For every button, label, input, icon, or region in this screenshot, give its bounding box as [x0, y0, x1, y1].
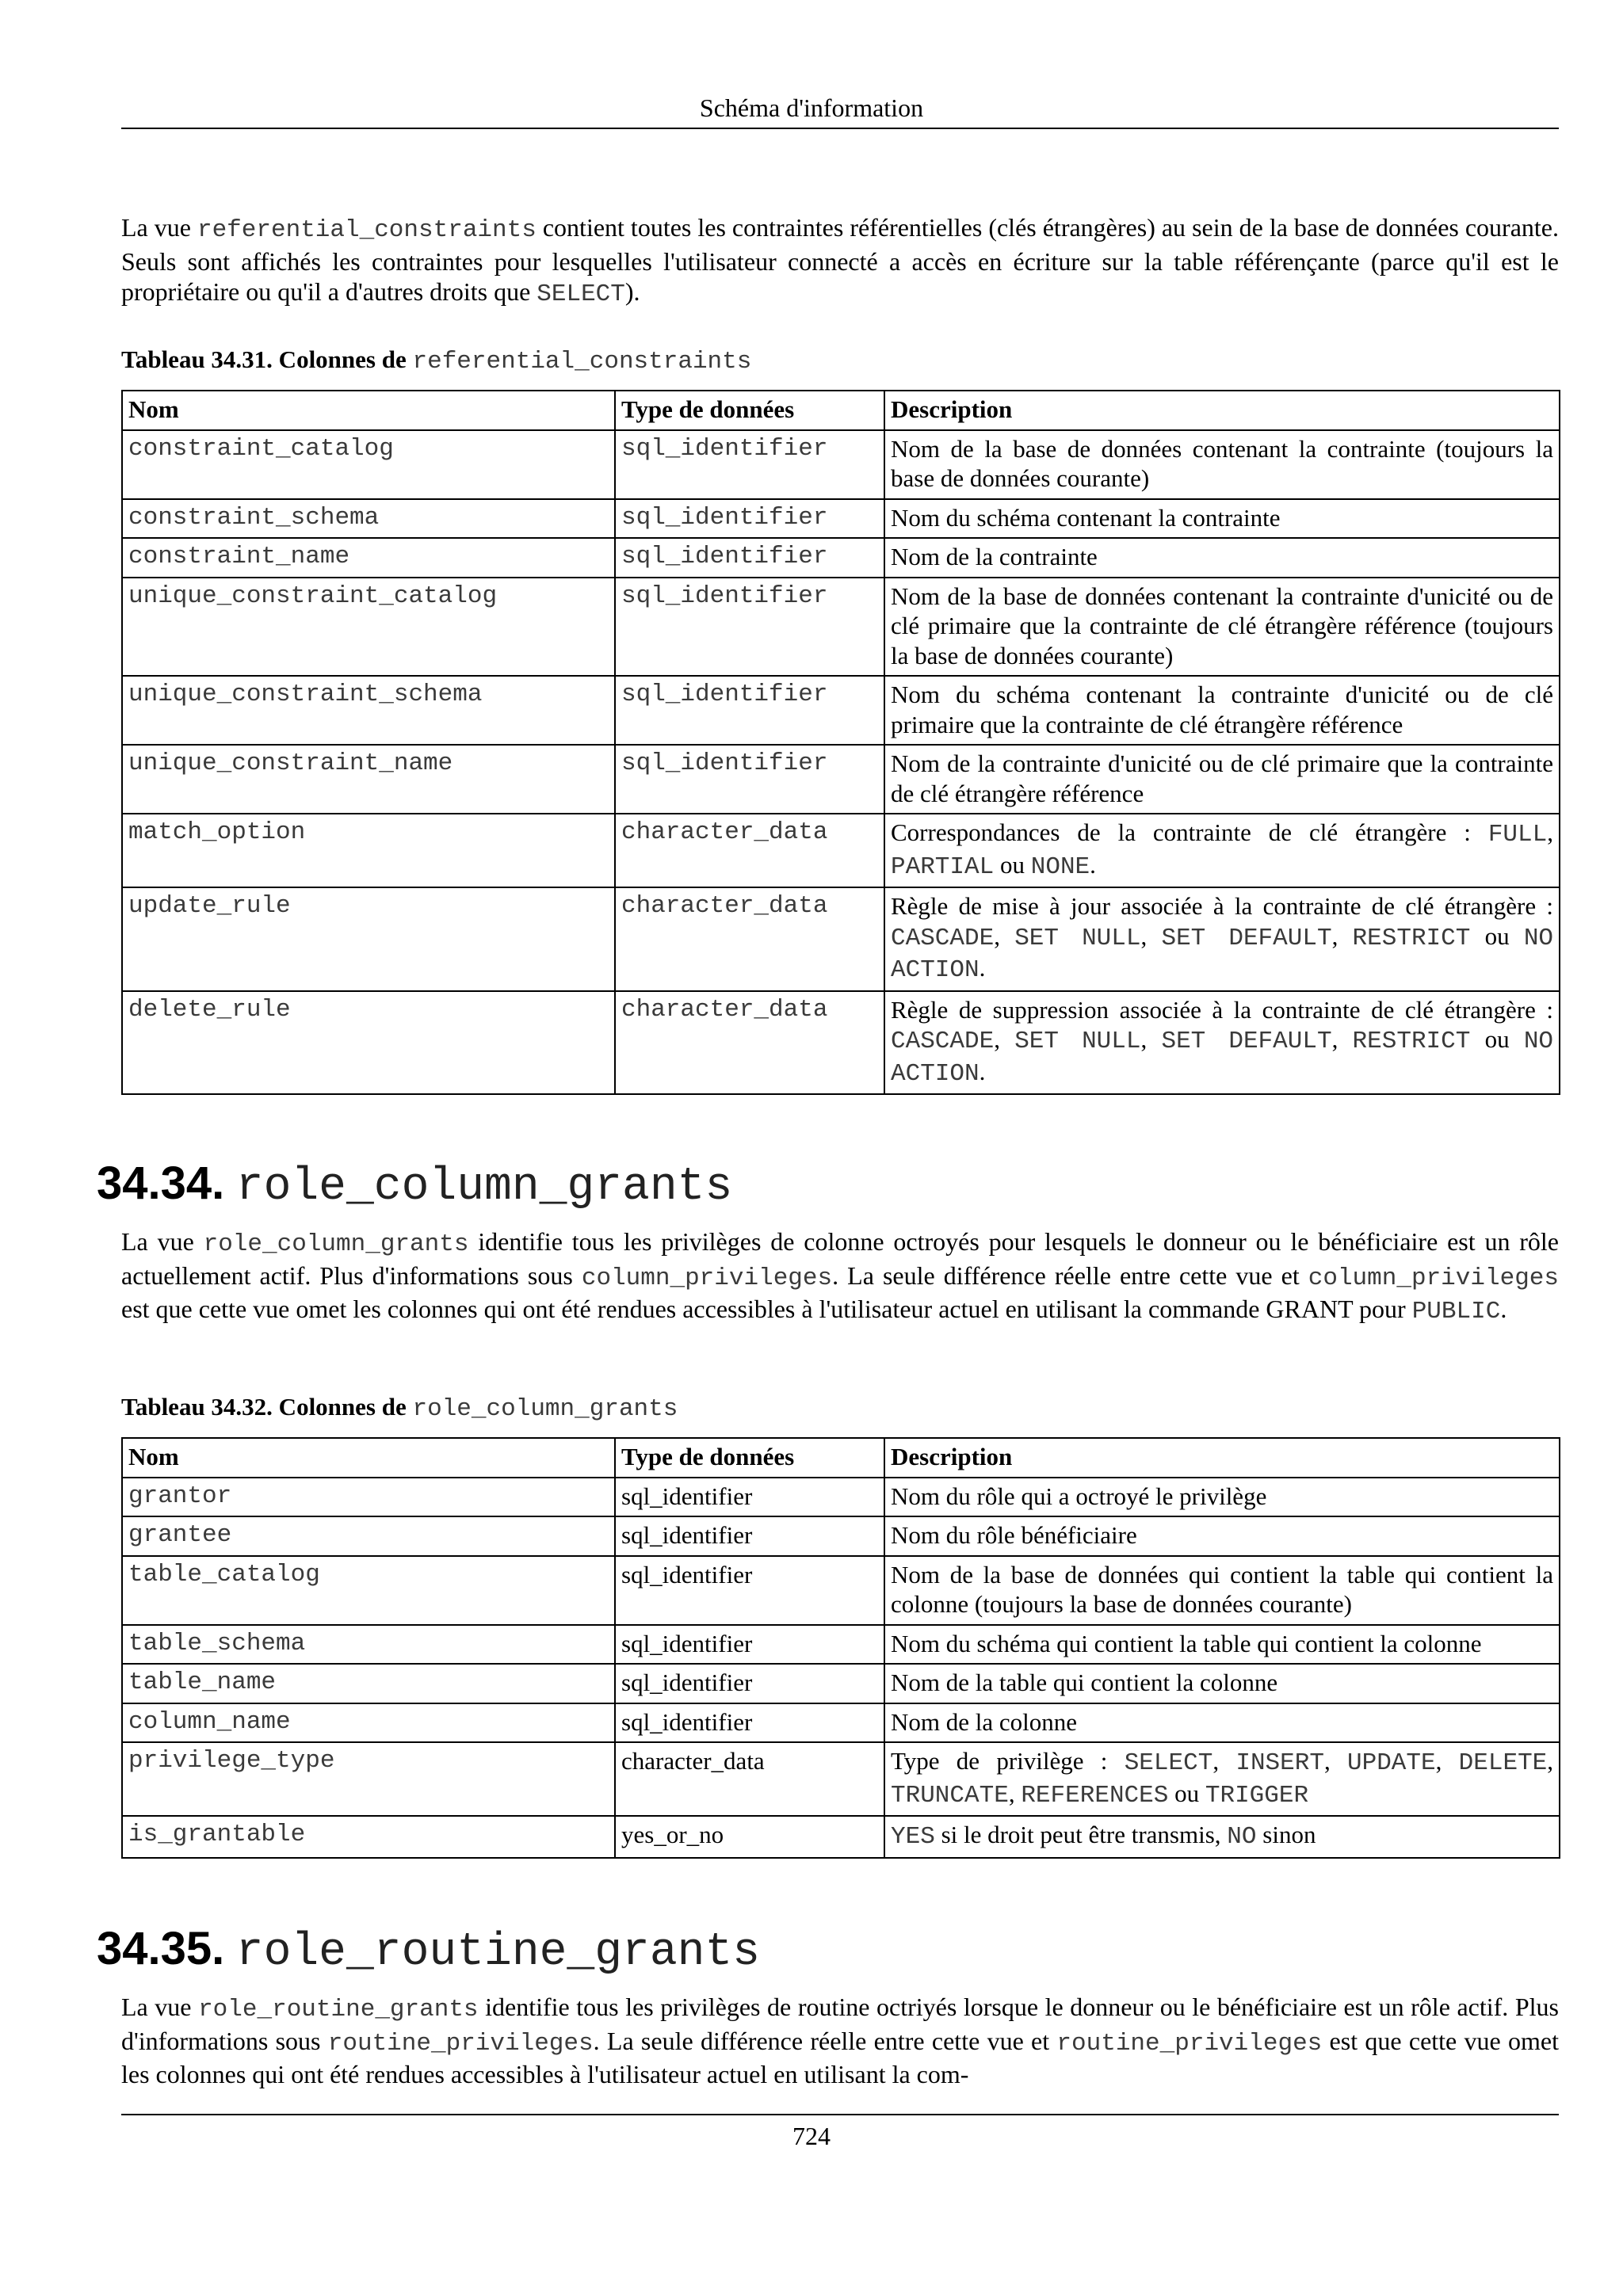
desc-text: ,: [1323, 1747, 1347, 1775]
section-heading-34-34: [97, 1157, 732, 1213]
table-referential-constraints: [121, 390, 1560, 1095]
table-row: [122, 1516, 1560, 1556]
section2-paragraph: [121, 1992, 1559, 2090]
column-description: Nom de la contrainte: [884, 538, 1560, 578]
column-type: sql_identifier: [615, 676, 884, 745]
section-heading-34-35: [97, 1922, 760, 1978]
table-row: [122, 1625, 1560, 1665]
para-code: column_privileges: [1308, 1264, 1560, 1292]
intro-code-view: referential_constraints: [197, 216, 537, 244]
column-description: Nom de la colonne: [884, 1703, 1560, 1743]
desc-text: ,: [1435, 1747, 1459, 1775]
table-role-column-grants: [121, 1437, 1560, 1859]
desc-code: SET DEFAULT: [1161, 924, 1332, 952]
table-row: [122, 499, 1560, 539]
para-text: . La seule différence réelle entre cette vue et: [593, 2026, 1057, 2055]
para-code: column_privileges: [581, 1264, 833, 1292]
column-name: match_option: [122, 814, 615, 887]
para-text: est que cette vue omet les colonnes qui ont été rendues accessibles à l'utilisateur actuel en utilisant la commande GRANT pour: [121, 1295, 1412, 1323]
column-description: Nom de la table qui contient la colonne: [884, 1664, 1560, 1703]
para-code: routine_privileges: [1056, 2029, 1323, 2058]
running-header: Schéma d'information: [699, 93, 924, 122]
para-text: est que cette vue omet les colonnes qui ont été rendues accessibles à l'utilisateur actuel en utilisant la com-: [121, 2026, 1560, 2088]
column-type: sql_identifier: [615, 538, 884, 578]
desc-text: ,: [1331, 1025, 1353, 1053]
column-type: character_data: [615, 887, 884, 991]
header-name: Nom: [122, 1438, 615, 1478]
desc-text: ou: [1168, 1779, 1205, 1807]
intro-paragraph: [121, 212, 1559, 311]
column-description: Nom de la base de données contenant la contrainte (toujours la base de données courante): [884, 430, 1560, 499]
header-type: Type de données: [615, 391, 884, 430]
page-number: 724: [792, 2122, 831, 2150]
column-name: delete_rule: [122, 991, 615, 1095]
section-number: 34.35.: [97, 1923, 225, 1974]
desc-code: SELECT: [1124, 1749, 1213, 1777]
column-type: yes_or_no: [615, 1816, 884, 1858]
table-row: [122, 1478, 1560, 1517]
header-type: Type de données: [615, 1438, 884, 1478]
table-row: [122, 538, 1560, 578]
column-description: Nom du schéma contenant la contrainte: [884, 499, 1560, 539]
column-name: is_grantable: [122, 1816, 615, 1858]
column-description: Nom de la base de données qui contient la table qui contient la colonne (toujours la base de données courante): [884, 1556, 1560, 1625]
intro-text: ).: [624, 277, 640, 306]
column-description: Nom du rôle qui a octroyé le privilège: [884, 1478, 1560, 1517]
table-row: [122, 578, 1560, 677]
desc-code: SET NULL: [1014, 1028, 1141, 1055]
desc-code: NONE: [1030, 852, 1090, 881]
column-type: sql_identifier: [615, 499, 884, 539]
column-type: character_data: [615, 991, 884, 1095]
desc-text: ,: [1547, 1747, 1554, 1775]
table-row: [122, 1703, 1560, 1743]
table-row: [122, 430, 1560, 499]
column-name: grantee: [122, 1516, 615, 1556]
table-row: [122, 745, 1560, 814]
column-description: [884, 887, 1560, 991]
header-name: Nom: [122, 391, 615, 430]
para-text: identifie tous les privilèges de routine octriyés lorsque le donneur ou le bénéficiaire est un rôle actif. Plus d'informations sous: [121, 1993, 1560, 2055]
desc-code: TRIGGER: [1205, 1781, 1309, 1810]
para-code: role_column_grants: [203, 1230, 469, 1258]
desc-text: ,: [1140, 1025, 1162, 1053]
section-number: 34.34.: [97, 1158, 225, 1209]
column-description: [884, 814, 1560, 887]
column-name: table_schema: [122, 1625, 615, 1665]
column-description: [884, 1816, 1560, 1858]
desc-text: sinon: [1256, 1821, 1316, 1848]
desc-code: YES: [891, 1823, 935, 1851]
column-name: table_catalog: [122, 1556, 615, 1625]
desc-text: ,: [1331, 921, 1353, 950]
desc-text: ,: [1212, 1747, 1236, 1775]
desc-code: SET NULL: [1014, 924, 1141, 952]
desc-code: CASCADE: [891, 924, 995, 952]
table-row: [122, 676, 1560, 745]
desc-code: NO ACTION: [891, 1028, 1554, 1088]
table-row: [122, 814, 1560, 887]
table2-caption-label: Tableau 34.32. Colonnes de: [121, 1393, 413, 1421]
table2-caption-code: role_column_grants: [412, 1395, 678, 1423]
desc-text: ou: [1470, 1025, 1524, 1053]
table-row: [122, 1556, 1560, 1625]
column-type: sql_identifier: [615, 1625, 884, 1665]
table-row: [122, 1742, 1560, 1816]
desc-text: ,: [1140, 921, 1162, 950]
intro-code-select: SELECT: [537, 280, 625, 308]
column-description: [884, 1742, 1560, 1816]
desc-text: ou: [994, 850, 1031, 879]
column-type: sql_identifier: [615, 1478, 884, 1517]
column-name: column_name: [122, 1703, 615, 1743]
header-description: Description: [884, 391, 1560, 430]
column-name: table_name: [122, 1664, 615, 1703]
desc-text: Règle de mise à jour associée à la contrainte de clé étrangère :: [891, 892, 1553, 920]
para-code: routine_privileges: [327, 2029, 594, 2058]
desc-code: NO ACTION: [891, 924, 1554, 984]
table1-caption-code: referential_constraints: [412, 348, 752, 376]
desc-text: .: [1090, 850, 1096, 879]
para-text: La vue: [121, 1227, 204, 1256]
table-header-row: [122, 1438, 1560, 1478]
desc-text: ,: [1008, 1779, 1022, 1807]
table1-caption-label: Tableau 34.31. Colonnes de: [121, 345, 413, 373]
desc-code: SET DEFAULT: [1161, 1028, 1332, 1055]
column-name: constraint_catalog: [122, 430, 615, 499]
desc-code: TRUNCATE: [891, 1781, 1009, 1810]
column-type: sql_identifier: [615, 578, 884, 677]
column-type: sql_identifier: [615, 745, 884, 814]
column-name: unique_constraint_schema: [122, 676, 615, 745]
table-row: [122, 887, 1560, 991]
desc-code: REFERENCES: [1021, 1781, 1169, 1810]
section-name: role_routine_grants: [235, 1927, 761, 1978]
desc-code: DELETE: [1458, 1749, 1548, 1777]
desc-code: FULL: [1487, 821, 1548, 849]
footer-rule: [121, 2114, 1559, 2115]
table2-caption: [121, 1393, 678, 1423]
header-rule: [121, 128, 1559, 129]
column-name: privilege_type: [122, 1742, 615, 1816]
table-row: [122, 1816, 1560, 1858]
desc-text: ou: [1470, 921, 1524, 950]
table-row: [122, 1664, 1560, 1703]
column-description: Nom du schéma contenant la contrainte d'unicité ou de clé primaire que la contrainte de clé étrangère référence: [884, 676, 1560, 745]
table1-caption: [121, 345, 751, 376]
desc-code: CASCADE: [891, 1028, 995, 1055]
desc-code: UPDATE: [1347, 1749, 1436, 1777]
desc-code: RESTRICT: [1352, 1028, 1471, 1055]
desc-text: Correspondances de la contrainte de clé étrangère :: [891, 818, 1488, 846]
column-type: sql_identifier: [615, 1664, 884, 1703]
column-description: Nom de la contrainte d'unicité ou de clé primaire que la contrainte de clé étrangère référence: [884, 745, 1560, 814]
desc-text: ,: [994, 921, 1015, 950]
para-code: role_routine_grants: [198, 1996, 479, 2023]
para-code: PUBLIC: [1411, 1298, 1501, 1325]
column-name: unique_constraint_catalog: [122, 578, 615, 677]
intro-text: La vue: [121, 213, 197, 242]
table-row: [122, 991, 1560, 1095]
column-description: [884, 991, 1560, 1095]
column-name: unique_constraint_name: [122, 745, 615, 814]
column-type: character_data: [615, 814, 884, 887]
intro-text: contient toutes les contraintes référentielles (clés étrangères) au sein de la base de données courante. Seuls sont affichés les contraintes pour lesquelles l'utilisateur connecté a accès en écriture sur la table référençante (parce qu'il est le propriétaire ou qu'il a d'autres droits que: [121, 213, 1560, 306]
column-type: sql_identifier: [615, 1703, 884, 1743]
para-text: La vue: [121, 1993, 199, 2021]
column-type: sql_identifier: [615, 1556, 884, 1625]
desc-text: ,: [1547, 818, 1553, 846]
section1-paragraph: [121, 1226, 1559, 1328]
desc-code: PARTIAL: [891, 852, 995, 881]
desc-text: .: [979, 954, 986, 982]
column-name: grantor: [122, 1478, 615, 1517]
desc-text: ,: [994, 1025, 1015, 1053]
header-description: Description: [884, 1438, 1560, 1478]
column-description: Nom du schéma qui contient la table qui contient la colonne: [884, 1625, 1560, 1665]
column-description: Nom du rôle bénéficiaire: [884, 1516, 1560, 1556]
desc-code: INSERT: [1235, 1749, 1324, 1777]
table-header-row: [122, 391, 1560, 430]
column-name: constraint_name: [122, 538, 615, 578]
desc-text: Règle de suppression associée à la contrainte de clé étrangère :: [891, 995, 1553, 1024]
desc-text: .: [979, 1057, 986, 1085]
para-text: identifie tous les privilèges de colonne octroyés pour lesquels le donneur ou le bénéficiaire est un rôle actuellement actif. Plus d'informations sous: [121, 1227, 1560, 1290]
column-description: Nom de la base de données contenant la contrainte d'unicité ou de clé primaire que la contrainte de clé étrangère référence (toujours la base de données courante): [884, 578, 1560, 677]
column-type: sql_identifier: [615, 430, 884, 499]
desc-code: NO: [1227, 1823, 1257, 1851]
para-text: . La seule différence réelle entre cette vue et: [832, 1261, 1308, 1290]
column-type: sql_identifier: [615, 1516, 884, 1556]
desc-code: RESTRICT: [1352, 924, 1471, 952]
desc-text: si le droit peut être transmis,: [934, 1821, 1228, 1848]
column-name: update_rule: [122, 887, 615, 991]
column-name: constraint_schema: [122, 499, 615, 539]
desc-text: Type de privilège :: [891, 1747, 1125, 1775]
section-name: role_column_grants: [235, 1161, 733, 1213]
para-text: .: [1500, 1295, 1507, 1323]
column-type: character_data: [615, 1742, 884, 1816]
